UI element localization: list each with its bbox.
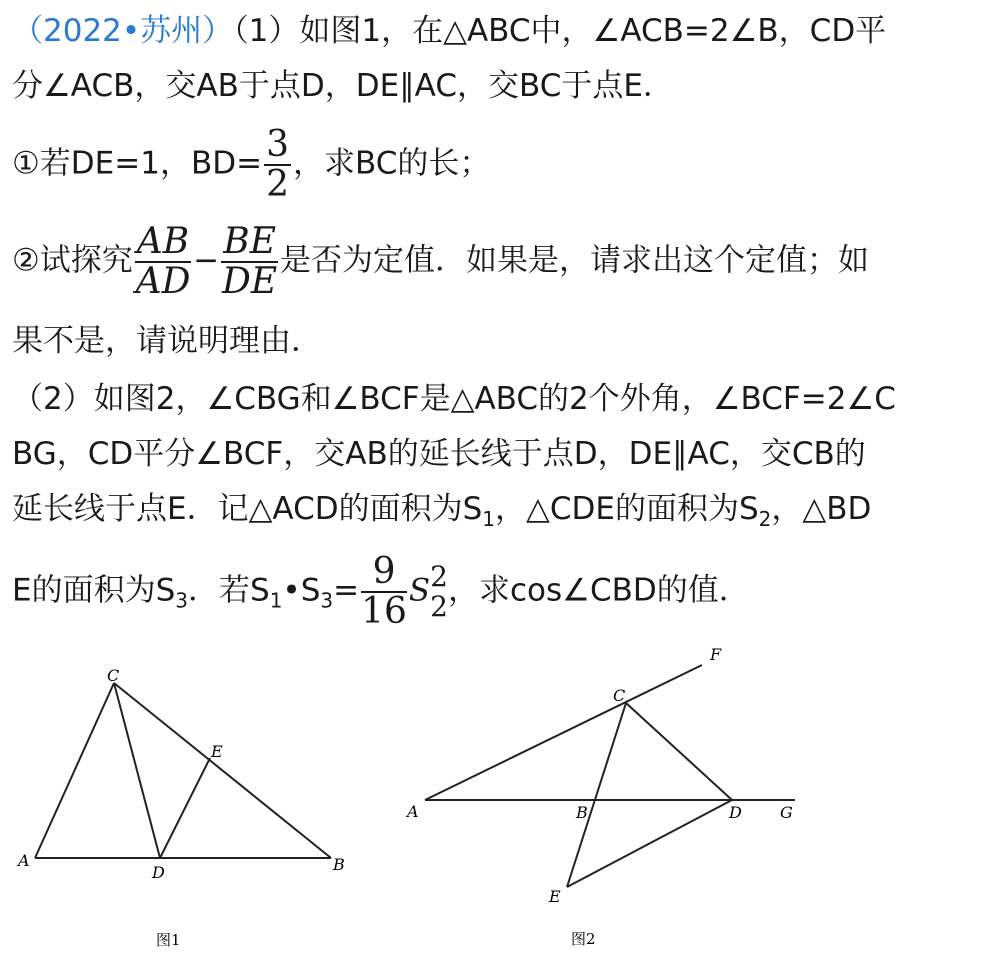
segment-de — [160, 758, 210, 858]
s2-symbol: S — [408, 572, 431, 609]
segment-cb — [114, 683, 331, 858]
fraction-numerator: 3 — [266, 124, 289, 165]
question-2-prefix: ②试探究 — [12, 242, 133, 279]
question-2-line-2: 果不是，请说明理由． — [12, 323, 322, 359]
question-1-prefix: ①若DE=1，BD= — [12, 145, 263, 182]
superscript-2: 2 — [430, 560, 448, 594]
s2-subscript: 2 — [758, 507, 772, 532]
part2-text-3b: ，△CDE的面积为S — [495, 491, 759, 527]
part2-text-4a: E的面积为S — [12, 572, 176, 609]
label-b: B — [333, 855, 345, 874]
part1-intro: （1）如图1，在△ABC中，∠ACB=2∠B，CD平 — [233, 13, 887, 49]
question-2-suffix: 是否为定值．如果是，请求出这个定值；如 — [279, 242, 869, 279]
part1-condition: 分∠ACB，交AB于点D，DE∥AC，交BC于点E． — [12, 68, 674, 104]
figure-2-caption: 图2 — [571, 930, 596, 948]
figure-1-caption: 图1 — [156, 931, 181, 949]
fraction-denominator: 2 — [266, 163, 289, 205]
part2-text-2: BG，CD平分∠BCF，交AB的延长线于点D，DE∥AC，交CB的 — [12, 436, 866, 472]
label-a: A — [18, 851, 30, 870]
label-c: C — [613, 686, 626, 705]
fraction-numerator: AB — [136, 221, 190, 262]
segment-cd — [114, 683, 160, 858]
s3-subscript: 3 — [175, 588, 188, 613]
minus-sign: − — [193, 242, 220, 279]
line-af — [425, 665, 702, 800]
source-tag: （2022•苏州） — [12, 13, 234, 49]
part2-text-3c: ，△BD — [771, 491, 872, 527]
label-d: D — [729, 803, 742, 822]
label-e: E — [549, 887, 561, 906]
subscript-2: 2 — [430, 589, 448, 623]
fraction-numerator: 9 — [361, 553, 407, 593]
fraction-numerator: BE — [223, 221, 276, 262]
label-b: B — [576, 803, 588, 822]
equals-sign: = — [333, 572, 360, 609]
s3-subscript: 3 — [320, 588, 334, 613]
label-g: G — [780, 803, 793, 822]
segment-cd — [626, 703, 732, 800]
part2-text-4f: ，求cos∠CBD的值． — [448, 572, 750, 609]
part2-text-4c: •S — [282, 572, 321, 609]
fraction-denominator: 16 — [361, 590, 407, 632]
segment-ca — [35, 683, 114, 858]
fraction-denominator: AD — [135, 260, 191, 302]
part2-text-3a: 延长线于点E．记△ACD的面积为S — [12, 491, 483, 527]
segment-ce — [567, 703, 626, 887]
part2-text-1: （2）如图2，∠CBG和∠BCF是△ABC的2个外角，∠BCF=2∠C — [12, 381, 896, 417]
s1-subscript: 1 — [269, 588, 283, 613]
label-c: C — [107, 666, 120, 685]
label-a: A — [407, 802, 419, 821]
label-d: D — [152, 863, 165, 882]
question-1-suffix: ，求BC的长； — [292, 145, 491, 182]
s1-subscript: 1 — [482, 507, 496, 532]
label-e: E — [211, 742, 223, 761]
part2-text-4b: ．若S — [188, 572, 270, 609]
fraction-denominator: DE — [222, 260, 278, 302]
label-f: F — [710, 645, 722, 664]
